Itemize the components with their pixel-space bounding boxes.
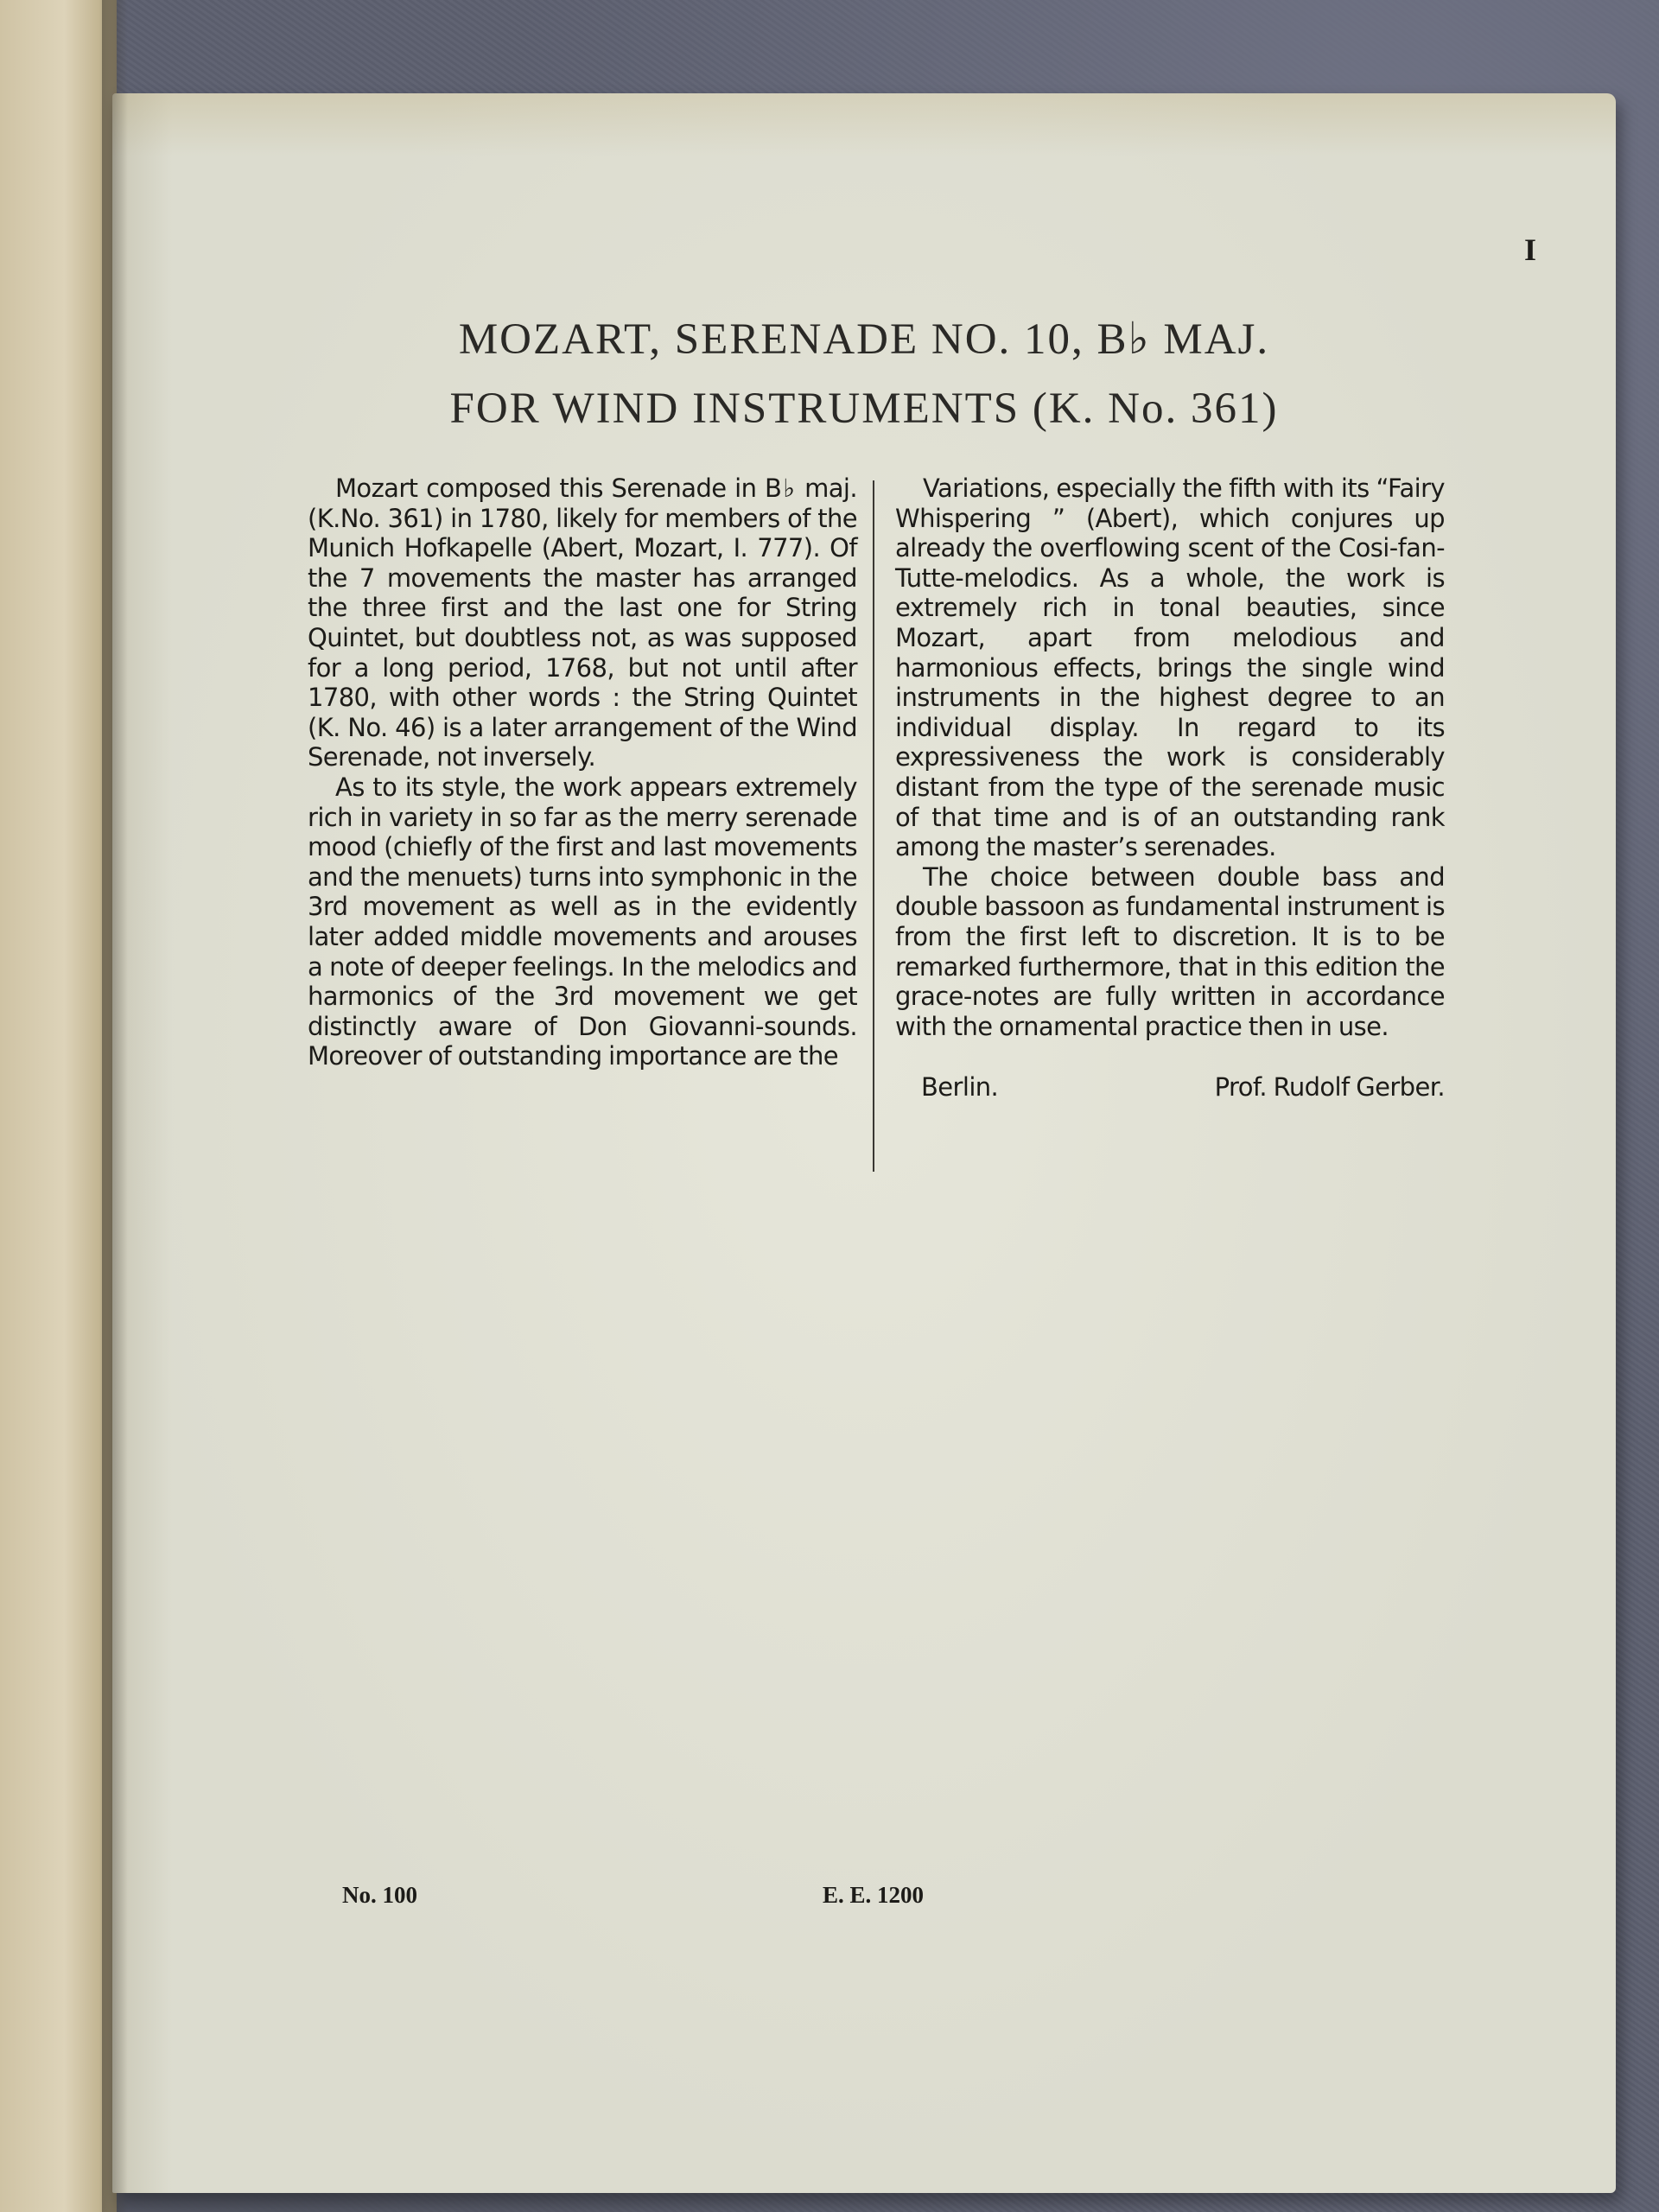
left-paragraph-2: As to its style, the work appears extremely rich in variety in so far as the merry serenade mood (chiefly of the first and last movements and the menuets) turns into symphonic in the 3rd movement as well as in the evidently later added middle movements and arouses a note of deeper feelings. In the melodics and harmonics of the 3rd movement we get distinctly aware of Don Giovanni-sounds. Moreover of outstanding importance are the bbox=[308, 772, 857, 1071]
column-divider bbox=[873, 480, 874, 1172]
right-column bbox=[895, 474, 1445, 1103]
document-page bbox=[112, 93, 1616, 2193]
left-column bbox=[308, 474, 857, 1071]
edition-number: No. 100 bbox=[342, 1882, 417, 1908]
plate-number: E. E. 1200 bbox=[823, 1882, 925, 1908]
title-line-1: MOZART, SERENADE NO. 10, B♭ MAJ. bbox=[458, 315, 1270, 364]
title-line-2: FOR WIND INSTRUMENTS (K. No. 361) bbox=[449, 385, 1279, 433]
facing-page-edge bbox=[0, 0, 117, 2212]
page-number: I bbox=[1523, 232, 1536, 267]
binding-gutter bbox=[102, 0, 128, 2212]
signature-place: Berlin. bbox=[921, 1072, 999, 1103]
signature-author: Prof. Rudolf Gerber. bbox=[1214, 1072, 1445, 1103]
left-paragraph-1: Mozart composed this Serenade in B♭ maj. (K.No. 361) in 1780, likely for members of the Munich Hofkapelle (Abert, Mozart, I. 777). Of the 7 movements the master has arranged the three first and the last one for String Quintet, but doubtless not, as was supposed for a long period, 1768, but not until after 1780, with other words : the String Quintet (K. No. 46) is a later arrangement of the Wind Serenade, not inversely. bbox=[308, 474, 857, 772]
signature-row bbox=[895, 1072, 1445, 1103]
page-title bbox=[112, 305, 1616, 443]
right-paragraph-2: The choice between double bass and double bassoon as fundamental instrument is from the first left to discretion. It is to be remarked furthermore, that in this edition the grace-notes are fully written in accordance with the ornamental practice then in use. bbox=[895, 861, 1445, 1041]
right-paragraph-1: Variations, especially the fifth with its “Fairy Whispering ” (Abert), which conjures up already the overflowing scent of the Cosi-fan-Tutte-melodics. As a whole, the work is extremely rich in tonal beauties, since Mozart, apart from melodious and harmonious effects, brings the single wind instruments in the highest degree to an individual display. In regard to its expressiveness the work is considerably distant from the type of the serenade music of that time and is of an outstanding rank among the master’s serenades. bbox=[895, 474, 1445, 862]
